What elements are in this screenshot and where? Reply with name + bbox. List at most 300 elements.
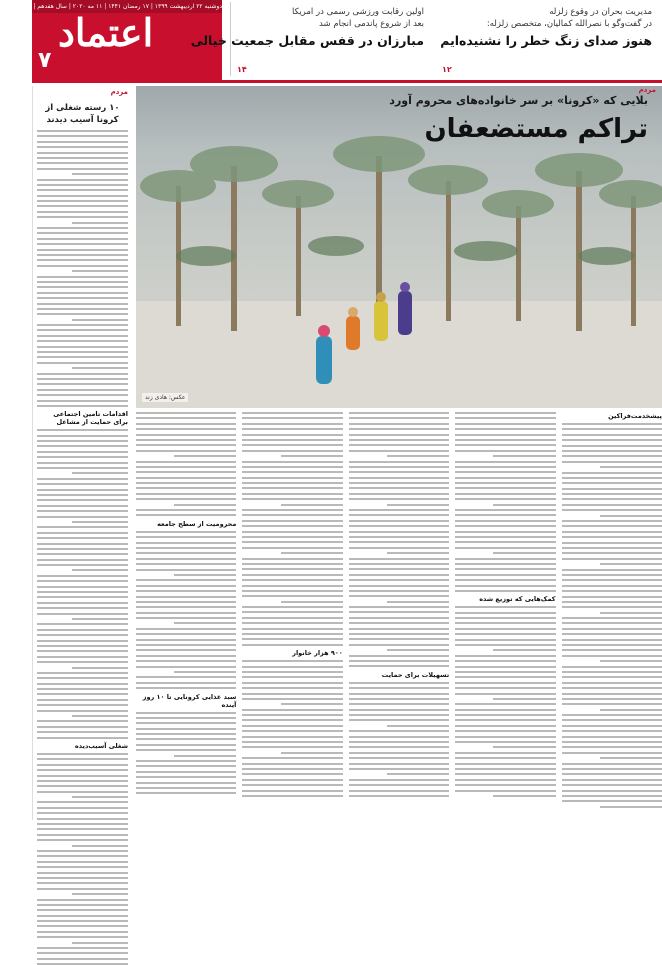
text-line xyxy=(72,942,128,944)
text-line xyxy=(37,645,128,647)
text-line xyxy=(455,676,555,678)
text-line xyxy=(455,768,555,770)
text-line xyxy=(387,773,449,775)
text-line xyxy=(349,730,449,732)
text-line xyxy=(242,450,342,452)
text-line xyxy=(37,195,128,197)
text-line xyxy=(242,531,342,533)
text-line xyxy=(242,736,342,738)
text-line xyxy=(242,628,342,630)
text-line xyxy=(455,525,555,527)
side-column-body xyxy=(37,753,128,965)
text-line xyxy=(37,753,128,755)
text-line xyxy=(455,590,555,592)
masthead xyxy=(0,0,662,80)
text-line xyxy=(37,807,128,809)
text-line xyxy=(562,542,662,544)
text-line xyxy=(37,227,128,229)
article-subhead: سبد غذایی کرونایی تا ۱۰ روز آینده xyxy=(142,692,237,709)
text-line xyxy=(37,634,128,636)
text-line xyxy=(242,482,342,484)
article-column xyxy=(136,412,236,816)
hero-photo xyxy=(136,86,662,408)
text-line xyxy=(242,487,342,489)
text-line xyxy=(349,444,449,446)
text-line xyxy=(37,405,128,407)
text-line xyxy=(562,719,662,721)
teaser-headline: مبارزان در قفس مقابل جمعیت خیالی xyxy=(190,33,424,48)
text-line xyxy=(455,547,555,549)
text-line xyxy=(349,461,449,463)
text-line xyxy=(136,687,236,689)
text-line xyxy=(455,633,555,635)
text-line xyxy=(136,558,236,560)
text-line xyxy=(136,649,236,651)
text-line xyxy=(562,461,662,463)
text-line xyxy=(37,575,128,577)
text-line xyxy=(37,872,128,874)
text-line xyxy=(136,601,236,603)
text-line xyxy=(136,428,236,430)
text-line xyxy=(562,596,662,598)
text-line xyxy=(37,265,128,267)
text-line xyxy=(455,558,555,560)
text-line xyxy=(562,736,662,738)
text-line xyxy=(136,717,236,719)
text-line xyxy=(136,536,236,538)
text-line xyxy=(242,698,342,700)
text-line xyxy=(136,471,236,473)
text-line xyxy=(37,596,128,598)
logo-wordmark: اعتماد xyxy=(58,10,154,55)
text-line xyxy=(136,444,236,446)
text-line xyxy=(37,688,128,690)
text-line xyxy=(37,613,128,615)
text-line xyxy=(242,617,342,619)
teaser-kicker: در گفت‌وگو با نصرالله کمالیان، متخصص زلزله: xyxy=(486,19,652,29)
text-line xyxy=(37,640,128,642)
text-line xyxy=(349,423,449,425)
text-line xyxy=(37,559,128,561)
text-line xyxy=(37,650,128,652)
text-line xyxy=(242,746,342,748)
text-line xyxy=(455,466,555,468)
text-line xyxy=(455,725,555,727)
text-line xyxy=(455,687,555,689)
article-body xyxy=(136,412,662,816)
text-line xyxy=(562,434,662,436)
text-line xyxy=(349,487,449,489)
hero-headline[interactable]: تراکم مستضعفان xyxy=(424,114,648,144)
text-line xyxy=(387,504,449,506)
text-line xyxy=(242,509,342,511)
dateline: دوشنبه ۲۲ اردیبهشت ۱۳۹۹ | ۱۷ رمضان ۱۴۴۱ | ۱۱ مه ۲۰۲۰ | سال هفدهم | شماره ۴۶۴۴ xyxy=(32,0,222,13)
text-line xyxy=(242,590,342,592)
text-line xyxy=(455,412,555,414)
text-line xyxy=(349,439,449,441)
text-line xyxy=(349,547,449,549)
text-line xyxy=(562,590,662,592)
text-line xyxy=(37,828,128,830)
text-line xyxy=(349,736,449,738)
text-line xyxy=(349,660,449,662)
text-line xyxy=(242,520,342,522)
text-line xyxy=(281,703,343,705)
text-line xyxy=(136,606,236,608)
text-line xyxy=(349,763,449,765)
text-line xyxy=(37,313,128,315)
text-line xyxy=(349,741,449,743)
side-column-article xyxy=(32,86,132,820)
text-line xyxy=(242,763,342,765)
text-line xyxy=(455,482,555,484)
text-line xyxy=(72,796,128,798)
text-line xyxy=(455,509,555,511)
text-line xyxy=(600,466,662,468)
text-line xyxy=(242,444,342,446)
text-line xyxy=(349,779,449,781)
text-line xyxy=(37,130,128,132)
text-line xyxy=(136,676,236,678)
text-line xyxy=(455,655,555,657)
text-line xyxy=(242,547,342,549)
text-line xyxy=(455,450,555,452)
text-line xyxy=(455,514,555,516)
article-text xyxy=(136,531,236,689)
text-line xyxy=(455,714,555,716)
text-line xyxy=(37,383,128,385)
text-line xyxy=(455,671,555,673)
text-line xyxy=(281,552,343,554)
text-line xyxy=(136,655,236,657)
text-line xyxy=(136,633,236,635)
text-line xyxy=(242,644,342,646)
text-line xyxy=(37,205,128,207)
text-line xyxy=(242,471,342,473)
text-line xyxy=(349,563,449,565)
text-line xyxy=(242,725,342,727)
text-line xyxy=(562,773,662,775)
article-column xyxy=(562,412,662,816)
text-line xyxy=(349,693,449,695)
photo-credit: عکس: هادی زند xyxy=(142,393,188,402)
text-line xyxy=(136,744,236,746)
text-line xyxy=(174,622,236,624)
text-line xyxy=(37,394,128,396)
text-line xyxy=(242,563,342,565)
text-line xyxy=(242,568,342,570)
text-line xyxy=(562,455,662,457)
text-line xyxy=(37,850,128,852)
text-line xyxy=(37,451,128,453)
text-line xyxy=(562,585,662,587)
text-line xyxy=(387,455,449,457)
text-line xyxy=(37,704,128,706)
text-line xyxy=(37,276,128,278)
text-line xyxy=(562,730,662,732)
text-line xyxy=(37,157,128,159)
text-line xyxy=(493,795,555,797)
teaser-sports[interactable] xyxy=(190,2,430,76)
text-line xyxy=(72,222,128,224)
text-line xyxy=(37,899,128,901)
text-line xyxy=(493,649,555,651)
text-line xyxy=(455,736,555,738)
text-line xyxy=(562,725,662,727)
text-line xyxy=(349,536,449,538)
text-line xyxy=(349,471,449,473)
text-line xyxy=(174,574,236,576)
text-line xyxy=(242,514,342,516)
text-line xyxy=(174,504,236,506)
text-line xyxy=(455,444,555,446)
text-line xyxy=(37,135,128,137)
text-line xyxy=(37,629,128,631)
text-line xyxy=(349,541,449,543)
text-line xyxy=(37,737,128,739)
text-line xyxy=(136,738,236,740)
text-line xyxy=(136,509,236,511)
text-line xyxy=(600,660,662,662)
text-line xyxy=(349,595,449,597)
text-line xyxy=(37,564,128,566)
text-line xyxy=(455,612,555,614)
text-line xyxy=(242,412,342,414)
text-line xyxy=(136,682,236,684)
text-line xyxy=(37,780,128,782)
text-line xyxy=(600,563,662,565)
text-line xyxy=(242,498,342,500)
text-line xyxy=(455,417,555,419)
text-line xyxy=(600,515,662,517)
text-line xyxy=(349,790,449,792)
text-line xyxy=(349,611,449,613)
text-line xyxy=(455,439,555,441)
teaser-earthquake[interactable] xyxy=(436,2,658,76)
article-subhead: ۹۰۰ هزار خانوار xyxy=(292,649,343,658)
text-line xyxy=(455,520,555,522)
text-line xyxy=(562,574,662,576)
text-line xyxy=(387,601,449,603)
text-line xyxy=(493,698,555,700)
text-line xyxy=(242,536,342,538)
text-line xyxy=(136,487,236,489)
text-line xyxy=(37,791,128,793)
text-line xyxy=(562,525,662,527)
text-line xyxy=(562,628,662,630)
text-line xyxy=(349,768,449,770)
text-line xyxy=(242,466,342,468)
text-line xyxy=(37,812,128,814)
text-line xyxy=(455,709,555,711)
text-line xyxy=(37,726,128,728)
hero-kicker: بلایی که «کرونا» بر سر خانواده‌های محروم آورد xyxy=(389,94,648,107)
text-line xyxy=(37,785,128,787)
text-line xyxy=(242,666,342,668)
article-text xyxy=(242,660,342,797)
text-line xyxy=(455,666,555,668)
text-line xyxy=(349,568,449,570)
text-line xyxy=(600,709,662,711)
text-line xyxy=(136,644,236,646)
text-line xyxy=(455,531,555,533)
text-line xyxy=(37,823,128,825)
text-line xyxy=(37,861,128,863)
header-divider xyxy=(32,80,662,83)
text-line xyxy=(37,351,128,353)
text-line xyxy=(242,719,342,721)
text-line xyxy=(72,715,128,717)
text-line xyxy=(37,324,128,326)
text-line xyxy=(37,510,128,512)
text-line xyxy=(37,478,128,480)
text-line xyxy=(349,531,449,533)
text-line xyxy=(349,628,449,630)
text-line xyxy=(455,763,555,765)
text-line xyxy=(37,483,128,485)
text-line xyxy=(562,666,662,668)
text-line xyxy=(37,834,128,836)
text-line xyxy=(455,639,555,641)
text-line xyxy=(349,412,449,414)
text-line xyxy=(242,595,342,597)
text-line xyxy=(136,417,236,419)
text-line xyxy=(349,579,449,581)
text-line xyxy=(37,661,128,663)
text-line xyxy=(37,677,128,679)
text-line xyxy=(136,531,236,533)
text-line xyxy=(37,378,128,380)
text-line xyxy=(349,482,449,484)
text-line xyxy=(455,719,555,721)
text-line xyxy=(72,569,128,571)
text-line xyxy=(493,455,555,457)
text-line xyxy=(37,162,128,164)
text-line xyxy=(37,958,128,960)
text-line xyxy=(72,667,128,669)
text-line xyxy=(349,417,449,419)
text-line xyxy=(72,893,128,895)
text-line xyxy=(37,189,128,191)
text-line xyxy=(562,752,662,754)
text-line xyxy=(37,499,128,501)
text-line xyxy=(37,489,128,491)
text-line xyxy=(562,617,662,619)
text-line xyxy=(349,719,449,721)
text-line xyxy=(136,498,236,500)
text-line xyxy=(136,439,236,441)
text-line xyxy=(349,434,449,436)
text-line xyxy=(349,477,449,479)
text-line xyxy=(349,617,449,619)
text-line xyxy=(136,666,236,668)
text-line xyxy=(37,259,128,261)
text-line xyxy=(349,709,449,711)
text-line xyxy=(242,790,342,792)
text-line xyxy=(600,612,662,614)
text-line xyxy=(242,574,342,576)
text-line xyxy=(455,434,555,436)
text-line xyxy=(37,607,128,609)
side-column-body xyxy=(37,130,128,407)
text-line xyxy=(136,776,236,778)
text-line xyxy=(349,795,449,797)
text-line xyxy=(37,526,128,528)
text-line xyxy=(562,779,662,781)
text-line xyxy=(37,435,128,437)
text-line xyxy=(455,617,555,619)
text-line xyxy=(455,471,555,473)
text-line xyxy=(562,800,662,802)
teaser-kicker: اولین رقابت ورزشی رسمی در امریکا xyxy=(292,7,424,17)
text-line xyxy=(349,746,449,748)
text-line xyxy=(562,472,662,474)
text-line xyxy=(37,818,128,820)
text-line xyxy=(562,622,662,624)
text-line xyxy=(136,771,236,773)
text-line xyxy=(455,461,555,463)
text-line xyxy=(349,714,449,716)
text-line xyxy=(136,514,236,516)
text-line xyxy=(136,569,236,571)
text-line xyxy=(37,904,128,906)
article-column xyxy=(349,412,449,816)
text-line xyxy=(37,548,128,550)
text-line xyxy=(37,543,128,545)
text-line xyxy=(37,516,128,518)
text-line xyxy=(136,787,236,789)
text-line xyxy=(37,184,128,186)
text-line xyxy=(242,741,342,743)
side-column-headline[interactable]: ۱۰ رسته شغلی از کرونا آسیب دیدند xyxy=(45,103,120,125)
text-line xyxy=(37,882,128,884)
text-line xyxy=(37,168,128,170)
text-line xyxy=(349,498,449,500)
text-line xyxy=(242,477,342,479)
text-line xyxy=(136,466,236,468)
text-line xyxy=(349,784,449,786)
text-line xyxy=(242,687,342,689)
text-line xyxy=(37,400,128,402)
article-subhead: تسهیلات برای حمایت xyxy=(381,670,450,679)
text-line xyxy=(562,445,662,447)
text-line xyxy=(242,676,342,678)
text-line xyxy=(37,152,128,154)
text-line xyxy=(349,590,449,592)
teaser-page-ref: ۱۲ xyxy=(442,65,452,74)
text-line xyxy=(242,757,342,759)
text-line xyxy=(242,423,342,425)
text-line xyxy=(562,488,662,490)
text-line xyxy=(455,498,555,500)
article-column xyxy=(242,412,342,816)
text-line xyxy=(562,687,662,689)
text-line xyxy=(37,362,128,364)
text-line xyxy=(349,698,449,700)
text-line xyxy=(72,521,128,523)
text-line xyxy=(455,790,555,792)
text-line xyxy=(455,574,555,576)
text-line xyxy=(455,493,555,495)
text-line xyxy=(562,482,662,484)
text-line xyxy=(455,703,555,705)
text-line xyxy=(72,319,128,321)
text-line xyxy=(37,591,128,593)
text-line xyxy=(37,947,128,949)
text-line xyxy=(387,725,449,727)
text-line xyxy=(562,714,662,716)
text-line xyxy=(37,623,128,625)
